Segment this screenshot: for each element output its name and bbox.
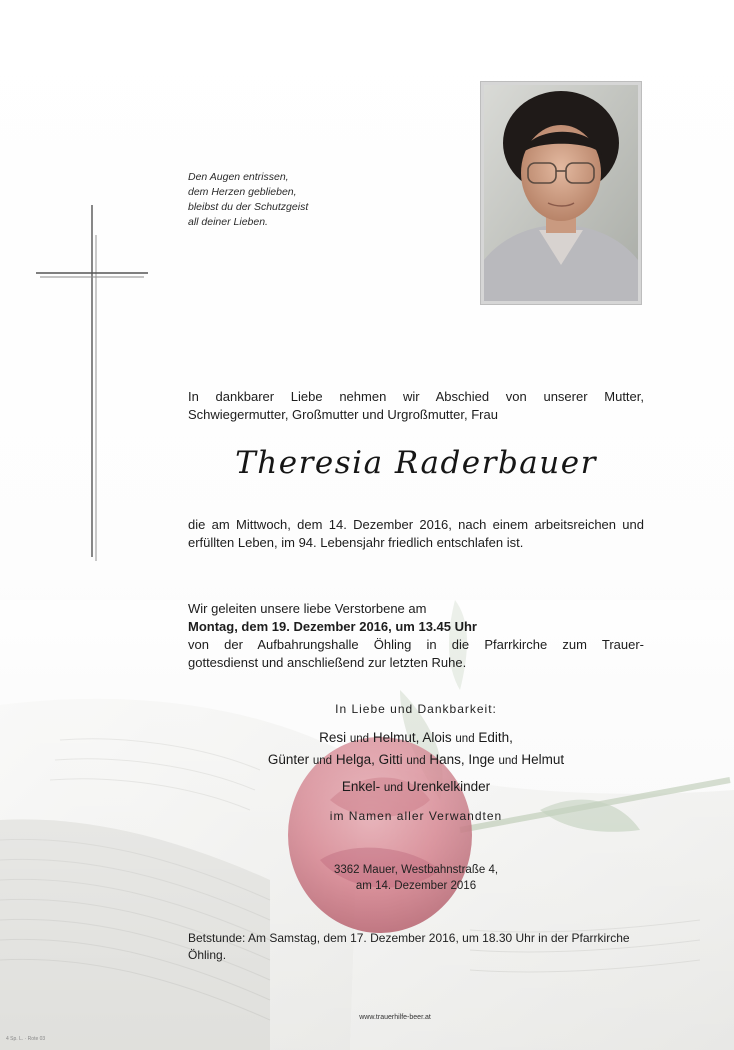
website-link[interactable]: www.trauerhilfe-beer.at [359,1014,431,1021]
prayer-hour-notice: Betstunde: Am Samstag, dem 17. Dezember 2016, um 18.30 Uhr in der Pfarrkirche Öhling. [188,931,630,962]
funeral-info [188,600,644,672]
mourners-row [188,779,644,794]
mourner-name: Alois [422,730,452,745]
funeral-date: Montag, dem 19. Dezember 2016, um 13.45 Uhr [188,619,477,634]
verse-line: Den Augen entrissen, [188,171,289,183]
connector: und [406,755,426,767]
mourner-name: Resi [319,730,347,745]
mourner-name: Günter [267,752,310,767]
verse-line: bleibst du der Schutzgeist [188,201,309,213]
verse-line: dem Herzen geblieben, [188,186,297,198]
intro-text [188,388,644,424]
mourner-name: Helmut [521,752,565,767]
mourner-name: Edith, [478,730,513,745]
portrait-image [484,85,638,301]
print-mark: 4 Sp. L. · Rote 03 [6,1036,46,1042]
address-block [188,862,644,894]
mourner-name: Helga, [335,752,375,767]
connector: und [383,782,404,794]
intro-line: In dankbarer Liebe nehmen wir Abschied von unserer Mutter, [188,389,644,404]
deceased-name: Theresia Raderbauer [235,445,597,481]
mourner-name: Hans, [429,752,465,767]
verse-line: all deiner Lieben. [188,216,268,228]
funeral-line: von der Aufbahrungshalle Öhling in die Pfarrkirche zum Trauer- [188,637,644,652]
portrait-photo [480,81,642,305]
funeral-line: Wir geleiten unsere liebe Verstorbene am [188,601,427,616]
address-line: 3362 Mauer, Westbahnstraße 4, [333,864,499,876]
mourner-name: Helmut, [372,730,420,745]
mourners-row [188,730,644,745]
connector: und [498,755,518,767]
funeral-line: gottesdienst und anschließend zur letzten Ruhe. [188,655,467,670]
connector: und [312,755,333,767]
in-liebe-heading: In Liebe und Dankbarkeit: [335,702,497,716]
relatives-line: im Namen aller Verwandten [329,809,503,823]
mourner-name: Urenkelkinder [406,779,491,794]
mourner-name: Enkel- [341,779,381,794]
mourners-row [188,752,644,767]
death-notice: die am Mittwoch, dem 14. Dezember 2016, nach einem arbeitsreichen und erfüllten Leben, im 94. Lebensjahr friedlich entschlafen ist. [188,517,644,550]
intro-line: Schwiegermutter, Großmutter und Urgroßmutter, Frau [188,407,498,422]
memorial-verse [188,170,388,230]
date-line: am 14. Dezember 2016 [355,880,477,892]
connector: und [349,733,370,745]
connector: und [455,733,475,745]
cross-icon [36,205,148,565]
mourner-name: Gitti [378,752,403,767]
mourner-name: Inge [468,752,495,767]
